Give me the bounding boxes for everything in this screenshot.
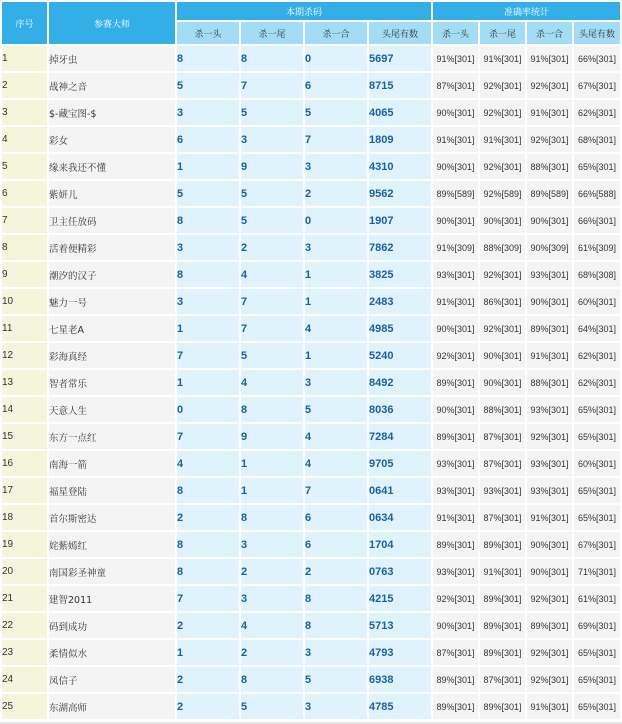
head-tail-number: 7862 — [369, 235, 431, 260]
master-name: 码到成功 — [49, 613, 175, 638]
table-row — [2, 505, 620, 530]
acc-tail: 89%[301] — [480, 613, 525, 638]
row-index: 11 — [2, 316, 47, 341]
head-tail-number: 4985 — [369, 316, 431, 341]
kill-head: 5 — [177, 181, 239, 206]
row-index: 12 — [2, 343, 47, 368]
acc-sum: 92%[301] — [527, 640, 572, 665]
kill-tail: 4 — [241, 613, 303, 638]
header-acc-tail: 杀一尾 — [480, 22, 525, 44]
kill-head: 7 — [177, 343, 239, 368]
row-index: 1 — [2, 46, 47, 71]
table-row — [2, 289, 620, 314]
acc-tail: 91%[301] — [480, 127, 525, 152]
head-tail-number: 5713 — [369, 613, 431, 638]
table-row — [2, 586, 620, 611]
kill-head: 7 — [177, 424, 239, 449]
kill-tail: 9 — [241, 424, 303, 449]
acc-head: 93%[301] — [433, 559, 478, 584]
acc-head-tail: 68%[308] — [574, 262, 620, 287]
header-master: 参赛大师 — [49, 2, 175, 44]
acc-head-tail: 65%[301] — [574, 478, 620, 503]
table-row — [2, 208, 620, 233]
acc-tail: 91%[301] — [480, 46, 525, 71]
header-acc-head-tail: 头尾有数 — [574, 22, 620, 44]
kill-tail: 1 — [241, 451, 303, 476]
acc-sum: 91%[301] — [527, 694, 572, 719]
acc-sum: 92%[301] — [527, 586, 572, 611]
kill-head: 8 — [177, 262, 239, 287]
kill-sum: 3 — [305, 154, 367, 179]
acc-sum: 91%[301] — [527, 100, 572, 125]
head-tail-number: 4065 — [369, 100, 431, 125]
acc-head-tail: 60%[301] — [574, 451, 620, 476]
kill-tail: 4 — [241, 262, 303, 287]
master-name: 战神之音 — [49, 73, 175, 98]
header-head-tail-number: 头尾有数 — [369, 22, 431, 44]
kill-head: 8 — [177, 478, 239, 503]
acc-tail: 92%[301] — [480, 154, 525, 179]
acc-head-tail: 62%[301] — [574, 343, 620, 368]
table-row — [2, 532, 620, 557]
acc-head: 90%[301] — [433, 316, 478, 341]
kill-sum: 0 — [305, 46, 367, 71]
table-row — [2, 640, 620, 665]
acc-head-tail: 64%[301] — [574, 316, 620, 341]
table-row — [2, 397, 620, 422]
table-row — [2, 46, 620, 71]
kill-tail: 5 — [241, 343, 303, 368]
kill-head: 3 — [177, 235, 239, 260]
table-row — [2, 154, 620, 179]
acc-sum: 90%[301] — [527, 208, 572, 233]
master-name: 紫妍儿 — [49, 181, 175, 206]
master-name: 南国彩圣神童 — [49, 559, 175, 584]
table-row — [2, 262, 620, 287]
row-index: 18 — [2, 505, 47, 530]
master-name: 彩海真经 — [49, 343, 175, 368]
acc-tail: 92%[301] — [480, 100, 525, 125]
acc-head: 89%[301] — [433, 532, 478, 557]
row-index: 17 — [2, 478, 47, 503]
acc-tail: 92%[301] — [480, 73, 525, 98]
head-tail-number: 9705 — [369, 451, 431, 476]
acc-head-tail: 65%[301] — [574, 694, 620, 719]
row-index: 2 — [2, 73, 47, 98]
acc-head: 90%[301] — [433, 397, 478, 422]
acc-head: 91%[301] — [433, 127, 478, 152]
acc-head-tail: 69%[301] — [574, 613, 620, 638]
row-index: 7 — [2, 208, 47, 233]
acc-head-tail: 62%[301] — [574, 100, 620, 125]
kill-tail: 8 — [241, 667, 303, 692]
kill-sum: 2 — [305, 559, 367, 584]
master-name: 七星老A — [49, 316, 175, 341]
row-index: 21 — [2, 586, 47, 611]
acc-head-tail: 61%[301] — [574, 586, 620, 611]
kill-head: 1 — [177, 154, 239, 179]
row-index: 14 — [2, 397, 47, 422]
kill-sum: 6 — [305, 73, 367, 98]
acc-sum: 91%[301] — [527, 343, 572, 368]
row-index: 23 — [2, 640, 47, 665]
acc-head: 92%[301] — [433, 343, 478, 368]
acc-tail: 91%[301] — [480, 559, 525, 584]
kill-tail: 5 — [241, 694, 303, 719]
acc-tail: 88%[301] — [480, 397, 525, 422]
head-tail-number: 8715 — [369, 73, 431, 98]
master-name: 活着便精彩 — [49, 235, 175, 260]
kill-tail: 1 — [241, 478, 303, 503]
master-name: 掉牙虫 — [49, 46, 175, 71]
master-name: 彩女 — [49, 127, 175, 152]
master-name: 潮汐的汉子 — [49, 262, 175, 287]
kill-head: 8 — [177, 532, 239, 557]
head-tail-number: 5240 — [369, 343, 431, 368]
kill-head: 1 — [177, 640, 239, 665]
header-kill-head: 杀一头 — [177, 22, 239, 44]
head-tail-number: 9562 — [369, 181, 431, 206]
master-name: $-藏宝图-$ — [49, 100, 175, 125]
kill-sum: 5 — [305, 100, 367, 125]
kill-sum: 4 — [305, 424, 367, 449]
kill-sum: 8 — [305, 613, 367, 638]
row-index: 24 — [2, 667, 47, 692]
kill-tail: 9 — [241, 154, 303, 179]
master-name: 天意人生 — [49, 397, 175, 422]
acc-head-tail: 65%[301] — [574, 640, 620, 665]
header-acc-head: 杀一头 — [433, 22, 478, 44]
acc-head: 91%[301] — [433, 46, 478, 71]
row-index: 6 — [2, 181, 47, 206]
acc-sum: 92%[301] — [527, 667, 572, 692]
kill-sum: 2 — [305, 181, 367, 206]
acc-tail: 87%[301] — [480, 451, 525, 476]
head-tail-number: 8036 — [369, 397, 431, 422]
acc-tail: 89%[301] — [480, 532, 525, 557]
kill-sum: 6 — [305, 532, 367, 557]
row-index: 13 — [2, 370, 47, 395]
acc-tail: 88%[309] — [480, 235, 525, 260]
acc-sum: 91%[301] — [527, 505, 572, 530]
kill-tail: 3 — [241, 586, 303, 611]
acc-head-tail: 65%[301] — [574, 667, 620, 692]
kill-tail: 5 — [241, 100, 303, 125]
acc-sum: 92%[301] — [527, 127, 572, 152]
kill-head: 0 — [177, 397, 239, 422]
master-name: 东湖高师 — [49, 694, 175, 719]
head-tail-number: 2483 — [369, 289, 431, 314]
row-index: 25 — [2, 694, 47, 719]
kill-sum: 5 — [305, 397, 367, 422]
acc-tail: 90%[301] — [480, 208, 525, 233]
acc-head: 92%[301] — [433, 586, 478, 611]
row-index: 22 — [2, 613, 47, 638]
kill-sum: 3 — [305, 640, 367, 665]
acc-head-tail: 60%[301] — [574, 289, 620, 314]
kill-head: 1 — [177, 370, 239, 395]
kill-head: 8 — [177, 208, 239, 233]
acc-tail: 93%[301] — [480, 478, 525, 503]
row-index: 16 — [2, 451, 47, 476]
row-index: 5 — [2, 154, 47, 179]
kill-tail: 5 — [241, 181, 303, 206]
acc-tail: 89%[301] — [480, 694, 525, 719]
master-name: 福星登陆 — [49, 478, 175, 503]
kill-head: 2 — [177, 694, 239, 719]
kill-sum: 4 — [305, 316, 367, 341]
kill-head: 2 — [177, 613, 239, 638]
head-tail-number: 0763 — [369, 559, 431, 584]
kill-tail: 7 — [241, 316, 303, 341]
table-row — [2, 559, 620, 584]
head-tail-number: 0634 — [369, 505, 431, 530]
master-name: 柔情似水 — [49, 640, 175, 665]
header-stats-group: 准确率统计 — [433, 2, 620, 20]
acc-head-tail: 68%[301] — [574, 127, 620, 152]
table-row — [2, 694, 620, 719]
row-index: 10 — [2, 289, 47, 314]
kill-head: 6 — [177, 127, 239, 152]
master-name: 缘来我还不懂 — [49, 154, 175, 179]
table-row — [2, 667, 620, 692]
kill-sum: 5 — [305, 667, 367, 692]
acc-head-tail: 67%[301] — [574, 532, 620, 557]
acc-sum: 90%[301] — [527, 559, 572, 584]
kill-sum: 1 — [305, 289, 367, 314]
acc-head: 91%[309] — [433, 235, 478, 260]
row-index: 19 — [2, 532, 47, 557]
head-tail-number: 4215 — [369, 586, 431, 611]
acc-sum: 92%[301] — [527, 73, 572, 98]
kill-tail: 7 — [241, 289, 303, 314]
acc-head-tail: 66%[301] — [574, 46, 620, 71]
master-name: 建智2011 — [49, 586, 175, 611]
kill-head: 7 — [177, 586, 239, 611]
master-name: 魅力一号 — [49, 289, 175, 314]
master-name: 卫主任放码 — [49, 208, 175, 233]
kill-tail: 2 — [241, 640, 303, 665]
kill-sum: 3 — [305, 370, 367, 395]
acc-tail: 92%[589] — [480, 181, 525, 206]
header-acc-sum: 杀一合 — [527, 22, 572, 44]
acc-head: 91%[301] — [433, 505, 478, 530]
acc-sum: 90%[309] — [527, 235, 572, 260]
row-index: 3 — [2, 100, 47, 125]
acc-head-tail: 65%[301] — [574, 154, 620, 179]
kill-tail: 2 — [241, 559, 303, 584]
acc-sum: 88%[301] — [527, 154, 572, 179]
acc-sum: 93%[301] — [527, 451, 572, 476]
acc-head: 89%[301] — [433, 424, 478, 449]
acc-tail: 92%[301] — [480, 316, 525, 341]
acc-head-tail: 71%[301] — [574, 559, 620, 584]
table-row — [2, 73, 620, 98]
acc-head: 90%[301] — [433, 100, 478, 125]
row-index: 20 — [2, 559, 47, 584]
header-kill-tail: 杀一尾 — [241, 22, 303, 44]
master-name: 智者常乐 — [49, 370, 175, 395]
table-row — [2, 613, 620, 638]
kill-sum: 3 — [305, 235, 367, 260]
row-index: 15 — [2, 424, 47, 449]
head-tail-number: 4785 — [369, 694, 431, 719]
table-row — [2, 370, 620, 395]
acc-tail: 92%[301] — [480, 262, 525, 287]
kill-tail: 2 — [241, 235, 303, 260]
kill-tail: 8 — [241, 46, 303, 71]
table-row — [2, 451, 620, 476]
acc-sum: 89%[589] — [527, 181, 572, 206]
head-tail-number: 3825 — [369, 262, 431, 287]
acc-tail: 90%[301] — [480, 370, 525, 395]
header-kill-group: 本期杀码 — [177, 2, 431, 20]
kill-sum: 1 — [305, 343, 367, 368]
acc-sum: 90%[301] — [527, 289, 572, 314]
acc-head-tail: 61%[309] — [574, 235, 620, 260]
kill-sum: 8 — [305, 586, 367, 611]
kill-tail: 3 — [241, 532, 303, 557]
kill-head: 4 — [177, 451, 239, 476]
kill-sum: 3 — [305, 694, 367, 719]
acc-head: 90%[301] — [433, 154, 478, 179]
head-tail-number: 1809 — [369, 127, 431, 152]
table-row — [2, 235, 620, 260]
header-kill-sum: 杀一合 — [305, 22, 367, 44]
kill-tail: 8 — [241, 397, 303, 422]
master-name: 南海一箭 — [49, 451, 175, 476]
acc-tail: 90%[301] — [480, 343, 525, 368]
header-index: 序号 — [2, 2, 47, 44]
acc-head: 93%[301] — [433, 262, 478, 287]
table-row — [2, 478, 620, 503]
kill-sum: 7 — [305, 478, 367, 503]
master-name: 姹紫嫣红 — [49, 532, 175, 557]
master-name: 凤信子 — [49, 667, 175, 692]
kill-head: 2 — [177, 667, 239, 692]
acc-tail: 87%[301] — [480, 424, 525, 449]
table-row — [2, 181, 620, 206]
acc-head-tail: 66%[588] — [574, 181, 620, 206]
acc-tail: 87%[301] — [480, 505, 525, 530]
acc-head: 90%[301] — [433, 613, 478, 638]
head-tail-number: 6938 — [369, 667, 431, 692]
table-row — [2, 316, 620, 341]
kill-head: 2 — [177, 505, 239, 530]
acc-tail: 86%[301] — [480, 289, 525, 314]
acc-head: 93%[301] — [433, 478, 478, 503]
acc-head: 89%[589] — [433, 181, 478, 206]
head-tail-number: 0641 — [369, 478, 431, 503]
kill-head: 8 — [177, 46, 239, 71]
row-index: 8 — [2, 235, 47, 260]
acc-head-tail: 66%[301] — [574, 208, 620, 233]
master-name: 东方一点红 — [49, 424, 175, 449]
acc-sum: 88%[301] — [527, 370, 572, 395]
kill-sum: 7 — [305, 127, 367, 152]
master-name: 首尔斯密达 — [49, 505, 175, 530]
table-row — [2, 100, 620, 125]
kill-tail: 4 — [241, 370, 303, 395]
acc-sum: 93%[301] — [527, 262, 572, 287]
acc-tail: 89%[301] — [480, 640, 525, 665]
acc-sum: 93%[301] — [527, 397, 572, 422]
acc-head: 90%[301] — [433, 208, 478, 233]
kill-tail: 7 — [241, 73, 303, 98]
kill-head: 3 — [177, 100, 239, 125]
acc-sum: 92%[301] — [527, 424, 572, 449]
acc-head: 87%[301] — [433, 73, 478, 98]
acc-head: 89%[301] — [433, 694, 478, 719]
acc-head: 93%[301] — [433, 451, 478, 476]
kill-sum: 0 — [305, 208, 367, 233]
acc-tail: 87%[301] — [480, 667, 525, 692]
head-tail-number: 8492 — [369, 370, 431, 395]
kill-sum: 1 — [305, 262, 367, 287]
acc-head: 87%[301] — [433, 640, 478, 665]
table-row — [2, 127, 620, 152]
head-tail-number: 1907 — [369, 208, 431, 233]
kill-tail: 3 — [241, 127, 303, 152]
acc-sum: 91%[301] — [527, 46, 572, 71]
acc-sum: 90%[301] — [527, 532, 572, 557]
kill-head: 1 — [177, 316, 239, 341]
row-index: 9 — [2, 262, 47, 287]
kill-head: 8 — [177, 559, 239, 584]
kill-head: 3 — [177, 289, 239, 314]
acc-head: 89%[301] — [433, 667, 478, 692]
table-row — [2, 424, 620, 449]
acc-sum: 93%[301] — [527, 478, 572, 503]
acc-head-tail: 65%[301] — [574, 424, 620, 449]
head-tail-number: 1704 — [369, 532, 431, 557]
head-tail-number: 4793 — [369, 640, 431, 665]
head-tail-number: 4310 — [369, 154, 431, 179]
head-tail-number: 5697 — [369, 46, 431, 71]
row-index: 4 — [2, 127, 47, 152]
acc-head: 91%[301] — [433, 289, 478, 314]
acc-sum: 89%[301] — [527, 316, 572, 341]
head-tail-number: 7284 — [369, 424, 431, 449]
acc-tail: 89%[301] — [480, 586, 525, 611]
acc-head-tail: 67%[301] — [574, 73, 620, 98]
acc-head: 89%[301] — [433, 370, 478, 395]
kill-sum: 6 — [305, 505, 367, 530]
acc-sum: 89%[301] — [527, 613, 572, 638]
kill-tail: 5 — [241, 208, 303, 233]
acc-head-tail: 65%[301] — [574, 505, 620, 530]
kill-sum: 4 — [305, 451, 367, 476]
kill-tail: 8 — [241, 505, 303, 530]
acc-head-tail: 62%[301] — [574, 370, 620, 395]
acc-head-tail: 65%[301] — [574, 397, 620, 422]
kill-head: 5 — [177, 73, 239, 98]
table-row — [2, 343, 620, 368]
